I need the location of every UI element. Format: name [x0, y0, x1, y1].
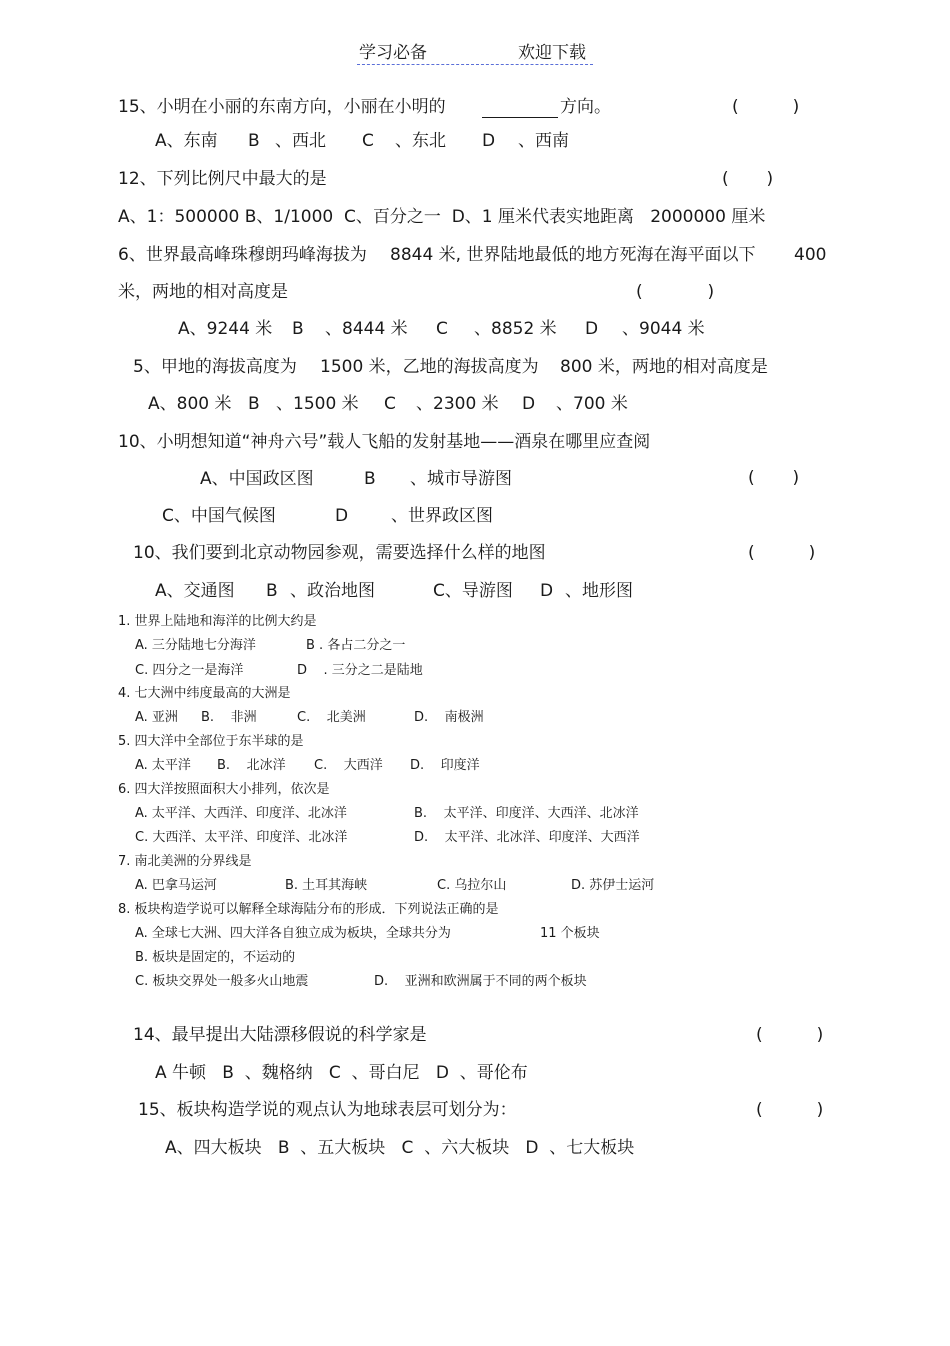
option: C. 板块交界处一般多火山地震: [135, 974, 309, 989]
option: A. 太平洋: [135, 758, 191, 773]
header-right-text: 欢迎下载: [518, 43, 586, 63]
option: A. 亚洲: [135, 710, 178, 725]
option: B. 北冰洋: [217, 758, 286, 773]
option: B. 板块是固定的，不运动的: [135, 950, 296, 965]
header-left-text: 学习必备: [359, 43, 427, 63]
option-letter: D: [585, 319, 599, 339]
option: A. 巴拿马运河: [135, 878, 217, 893]
option: C. 北美洲: [297, 710, 366, 725]
small-question-stem: 4. 七大洲中纬度最高的大洲是: [118, 686, 291, 701]
option-letter: D: [482, 131, 496, 151]
option: D. 亚洲和欧洲属于不同的两个板块: [374, 974, 587, 989]
option-letter: C: [436, 319, 448, 339]
option: A、9244 米: [178, 319, 273, 339]
option: B. 土耳其海峡: [285, 878, 368, 893]
option: 、西北: [275, 131, 326, 151]
small-question-stem: 6. 四大洋按照面积大小排列，依次是: [118, 782, 330, 797]
question-stem: 400: [794, 245, 827, 265]
option: C. 四分之一是海洋: [135, 663, 244, 678]
option-letter: B: [266, 581, 278, 601]
question-stem: 14、最早提出大陆漂移假说的科学家是: [133, 1025, 427, 1045]
question-stem: 6、世界最高峰珠穆朗玛峰海拔为: [118, 245, 367, 265]
question-stem: 15、小明在小丽的东南方向，小丽在小明的: [118, 97, 446, 117]
option: A、交通图: [155, 581, 235, 601]
options-line: A 牛顿 B 、魏格纳 C 、哥白尼 D 、哥伦布: [155, 1063, 528, 1083]
option-letter: C: [362, 131, 374, 151]
question-stem: 15、板块构造学说的观点认为地球表层可划分为：: [138, 1100, 517, 1120]
option-letter: D: [540, 581, 554, 601]
option: 、8444 米: [325, 319, 408, 339]
option: C. 乌拉尔山: [437, 878, 507, 893]
option: A、800 米: [148, 394, 232, 414]
option: A. 三分陆地七分海洋: [135, 638, 256, 653]
option: A、中国政区图: [200, 469, 314, 489]
option-letter: B: [248, 131, 260, 151]
option: D. 印度洋: [410, 758, 480, 773]
option: 、西南: [518, 131, 569, 151]
option: A、东南: [155, 131, 218, 151]
options-line: A、四大板块 B 、五大板块 C 、六大板块 D 、七大板块: [165, 1138, 635, 1158]
option: 、政治地图: [290, 581, 375, 601]
option: 、700 米: [556, 394, 628, 414]
option-letter: B: [292, 319, 304, 339]
small-question-stem: 5. 四大洋中全部位于东半球的是: [118, 734, 304, 749]
answer-paren: ( ): [756, 1100, 824, 1120]
question-stem: 12、下列比例尺中最大的是: [118, 169, 327, 189]
option-letter: B: [364, 469, 376, 489]
option-letter: D: [335, 506, 349, 526]
option: 、城市导游图: [410, 469, 512, 489]
option-letter: B: [248, 394, 260, 414]
option: B. 太平洋、印度洋、大西洋、北冰洋: [414, 806, 639, 821]
answer-paren: ( ): [732, 97, 800, 117]
option: C. 大西洋: [314, 758, 383, 773]
question-stem: 米，两地的相对高度是: [118, 282, 288, 302]
answer-paren: ( ): [748, 468, 800, 488]
option: 、1500 米: [276, 394, 359, 414]
option: C. 大西洋、太平洋、印度洋、北冰洋: [135, 830, 348, 845]
small-question-stem: 7. 南北美洲的分界线是: [118, 854, 252, 869]
option: 11 个板块: [540, 926, 600, 941]
small-question-stem: 1. 世界上陆地和海洋的比例大约是: [118, 614, 317, 629]
option: 、东北: [395, 131, 446, 151]
option: A. 全球七大洲、四大洋各自独立成为板块，全球共分为: [135, 926, 451, 941]
option: D. 南极洲: [414, 710, 484, 725]
option: D. 苏伊士运河: [571, 878, 655, 893]
option: C、中国气候图: [162, 506, 276, 526]
question-stem: 8844 米, 世界陆地最低的地方死海在海平面以下: [390, 245, 756, 265]
option: C、导游图: [433, 581, 513, 601]
small-question-stem: 8. 板块构造学说可以解释全球海陆分布的形成．下列说法正确的是: [118, 902, 499, 917]
question-stem: 10、我们要到北京动物园参观，需要选择什么样的地图: [133, 543, 546, 563]
option: D . 三分之二是陆地: [297, 663, 423, 678]
option: 、2300 米: [416, 394, 499, 414]
option: B . 各占二分之一: [306, 638, 406, 653]
answer-blank: [482, 117, 558, 118]
question-stem: 10、小明想知道“神舟六号”载人飞船的发射基地——酒泉在哪里应查阅: [118, 432, 651, 452]
option: A. 太平洋、大西洋、印度洋、北冰洋: [135, 806, 347, 821]
answer-paren: ( ): [722, 169, 774, 189]
question-stem-end: 方向。: [560, 97, 611, 117]
question-stem: 1500 米，乙地的海拔高度为: [320, 357, 539, 377]
option-letter: D: [522, 394, 536, 414]
question-stem: 5、甲地的海拔高度为: [133, 357, 297, 377]
option: 、8852 米: [474, 319, 557, 339]
option: B. 非洲: [201, 710, 257, 725]
option-letter: C: [384, 394, 396, 414]
answer-paren: ( ): [636, 282, 715, 302]
option: D. 太平洋、北冰洋、印度洋、大西洋: [414, 830, 640, 845]
question-stem: 800 米，两地的相对高度是: [560, 357, 768, 377]
option: 、9044 米: [622, 319, 705, 339]
option: 、地形图: [565, 581, 633, 601]
answer-paren: ( ): [756, 1025, 824, 1045]
answer-paren: ( ): [748, 543, 816, 563]
options-line: A、1：500000 B、1/1000 C、百分之一 D、1 厘米代表实地距离 2000000 厘米: [118, 207, 766, 227]
option: 、世界政区图: [391, 506, 493, 526]
